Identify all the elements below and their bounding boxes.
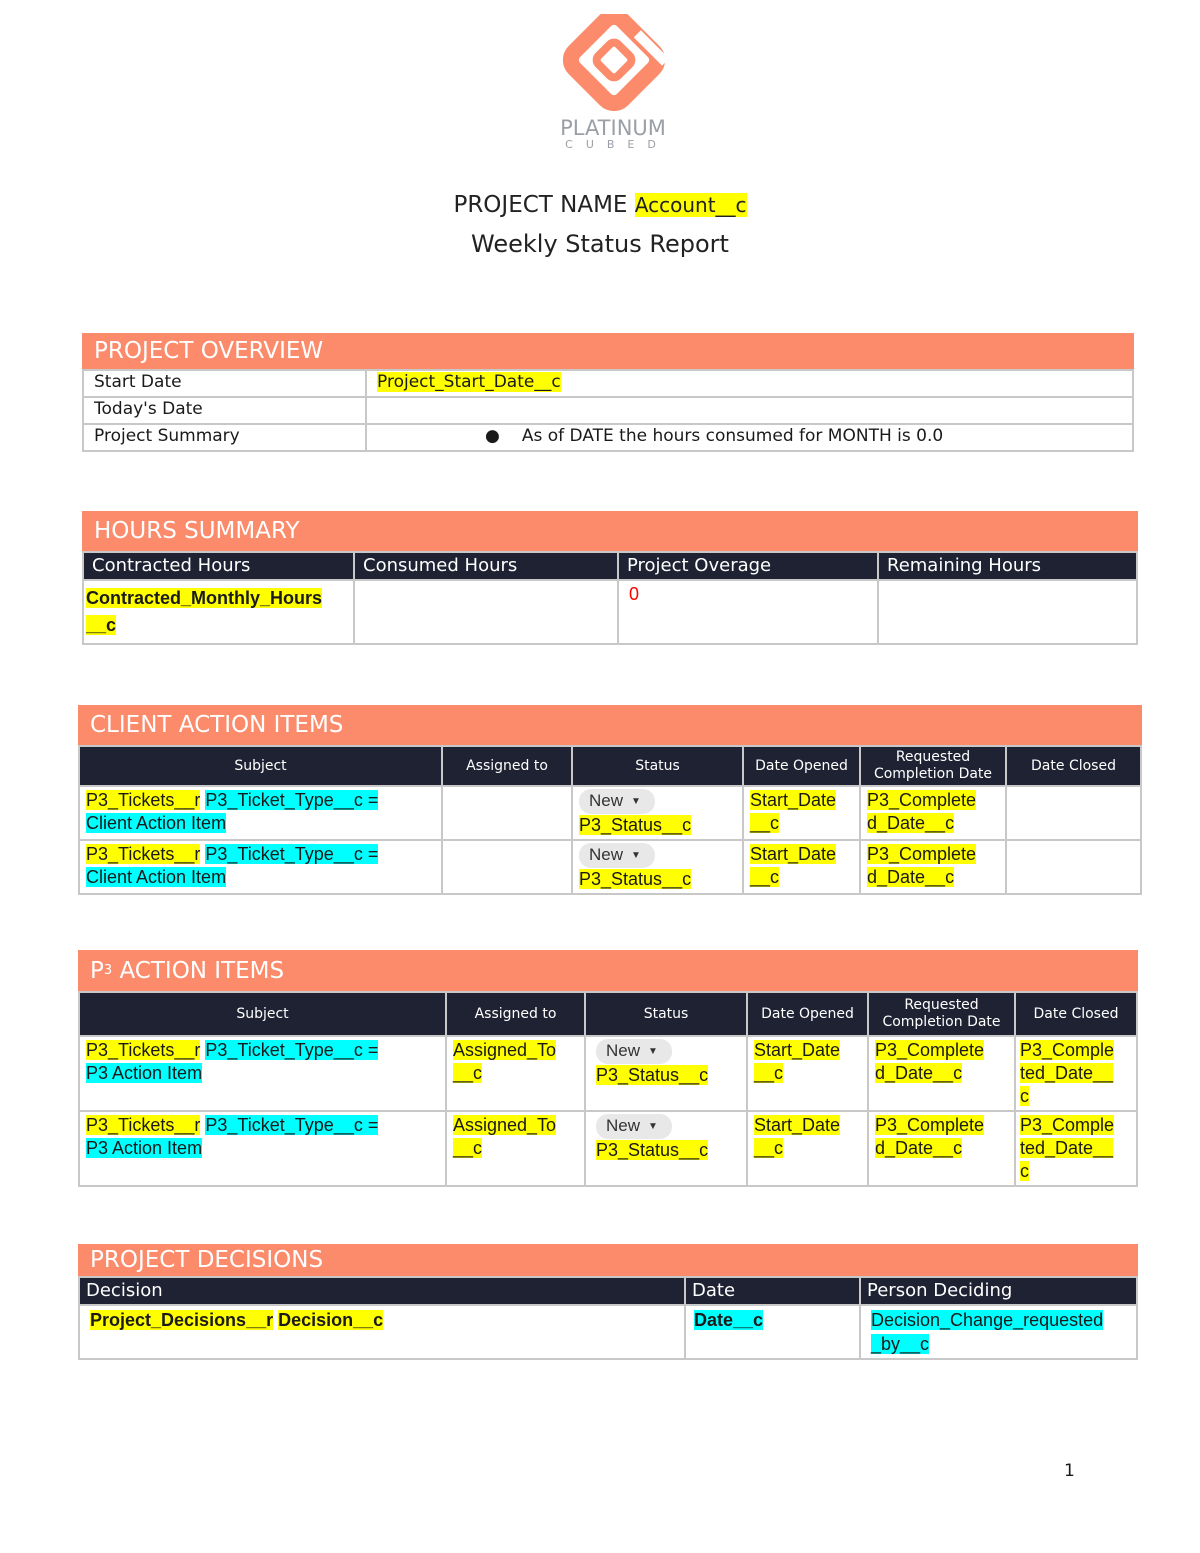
hours-summary-section [82, 511, 1138, 645]
page-title [0, 192, 1200, 218]
requested-date-cell [860, 786, 1006, 840]
date-opened-cell [747, 1111, 868, 1186]
subject-cell [79, 1111, 446, 1186]
col-assigned-to: Assigned to [442, 746, 572, 786]
title-prefix: PROJECT NAME [453, 192, 628, 218]
subject-type-filter: P3_Ticket_Type__c = [205, 790, 379, 810]
todays-date-value [366, 397, 1133, 424]
table-row [83, 580, 1137, 644]
col-date-closed: Date Closed [1006, 746, 1141, 786]
subject-type-filter: P3_Ticket_Type__c = [205, 1115, 379, 1135]
table-header-row [79, 992, 1137, 1036]
col-status: Status [572, 746, 743, 786]
status-field: P3_Status__c [596, 1140, 709, 1160]
contracted-hours-field: Contracted_Monthly_Hours [86, 588, 323, 608]
date-closed-cell [1006, 786, 1141, 840]
p3-action-items-section [78, 950, 1138, 1187]
assigned-to-cell [442, 840, 572, 894]
requested-date-field: P3_Complete [867, 790, 977, 810]
date-opened-field: Start_Date [750, 844, 837, 864]
col-decision: Decision [79, 1277, 685, 1305]
chevron-down-icon: ▼ [631, 850, 641, 861]
subject-relation: P3_Tickets__r [86, 1115, 201, 1135]
title-account-field: Account__c [634, 193, 747, 217]
p3-heading-rest: ACTION ITEMS [112, 957, 285, 984]
subject-cell [79, 840, 442, 894]
col-remaining-hours: Remaining Hours [878, 552, 1137, 580]
platinum-cubed-logo [550, 14, 680, 151]
requested-date-field: P3_Complete [875, 1040, 985, 1060]
assigned-to-cell [446, 1036, 585, 1111]
chevron-down-icon: ▼ [648, 1121, 658, 1132]
col-subject: Subject [79, 746, 442, 786]
date-opened-field-suffix: __c [750, 813, 780, 833]
table-header-row [83, 552, 1137, 580]
logo-brand-text: PLATINUM [560, 116, 666, 140]
status-field: P3_Status__c [579, 815, 692, 835]
date-opened-field: Start_Date [754, 1040, 841, 1060]
client-action-items-table [78, 745, 1142, 895]
table-row [79, 1111, 1137, 1186]
date-opened-field: Start_Date [754, 1115, 841, 1135]
col-status: Status [585, 992, 747, 1036]
project-overview-table [82, 369, 1134, 452]
requested-date-field: P3_Complete [867, 844, 977, 864]
client-action-items-heading: CLIENT ACTION ITEMS [78, 705, 1142, 745]
assigned-to-field: Assigned_To [453, 1040, 557, 1060]
subject-cell [79, 1036, 446, 1111]
subject-type-filter: P3_Ticket_Type__c = [205, 844, 379, 864]
client-action-items-section [78, 705, 1142, 895]
requested-date-field: P3_Complete [875, 1115, 985, 1135]
date-opened-field-suffix: __c [750, 867, 780, 887]
date-closed-cell [1006, 840, 1141, 894]
requested-date-field-suffix: d_Date__c [867, 813, 955, 833]
remaining-hours-value [878, 580, 1137, 644]
col-contracted-hours: Contracted Hours [83, 552, 354, 580]
project-summary-bullet: As of DATE the hours consumed for MONTH is 0.0 [521, 426, 944, 446]
status-cell [572, 840, 743, 894]
decision-date-cell [685, 1305, 860, 1359]
col-project-overage: Project Overage [618, 552, 878, 580]
table-header-row [79, 1277, 1137, 1305]
chevron-down-icon: ▼ [631, 796, 641, 807]
col-person-deciding: Person Deciding [860, 1277, 1137, 1305]
p3-action-items-table [78, 991, 1138, 1187]
table-row [79, 786, 1141, 840]
decision-relation: Project_Decisions__r [90, 1310, 274, 1330]
p3-action-items-heading [78, 950, 1138, 991]
logo-mark-icon [554, 14, 674, 114]
table-row [83, 424, 1133, 451]
person-deciding-cell [860, 1305, 1137, 1359]
chevron-down-icon: ▼ [648, 1046, 658, 1057]
page-subtitle: Weekly Status Report [471, 230, 729, 258]
assigned-to-cell [442, 786, 572, 840]
table-row [79, 1036, 1137, 1111]
project-overview-section [82, 333, 1134, 452]
date-closed-field-suffix: c [1020, 1161, 1029, 1181]
page-number: 1 [1064, 1461, 1075, 1481]
date-opened-field-suffix: __c [754, 1063, 784, 1083]
project-summary-label: Project Summary [83, 424, 366, 451]
contracted-hours-value [83, 580, 354, 644]
contracted-hours-field-suffix: __c [86, 615, 117, 635]
requested-date-cell [868, 1111, 1015, 1186]
date-closed-field: P3_Comple [1020, 1115, 1115, 1135]
table-row [83, 370, 1133, 397]
consumed-hours-value [354, 580, 618, 644]
col-requested-completion-date: Requested Completion Date [860, 746, 1006, 786]
subject-relation: P3_Tickets__r [86, 1040, 201, 1060]
status-field: P3_Status__c [596, 1065, 709, 1085]
status-dropdown[interactable] [596, 1114, 672, 1139]
p3-heading-p: P [90, 957, 104, 984]
status-dropdown[interactable] [579, 789, 655, 814]
hours-summary-table [82, 551, 1138, 645]
subject-type-value: P3 Action Item [86, 1063, 203, 1083]
date-opened-field: Start_Date [750, 790, 837, 810]
project-overage-value: 0 [618, 580, 878, 644]
todays-date-label: Today's Date [83, 397, 366, 424]
date-opened-field-suffix: __c [754, 1138, 784, 1158]
col-requested-completion-date: Requested Completion Date [868, 992, 1015, 1036]
decision-cell [79, 1305, 685, 1359]
requested-date-field-suffix: d_Date__c [875, 1063, 963, 1083]
status-cell [585, 1036, 747, 1111]
status-dropdown-value: New [606, 1116, 641, 1135]
subject-type-value: P3 Action Item [86, 1138, 203, 1158]
col-date-opened: Date Opened [747, 992, 868, 1036]
col-subject: Subject [79, 992, 446, 1036]
date-opened-cell [743, 786, 860, 840]
start-date-value [366, 370, 1133, 397]
date-closed-field-suffix: c [1020, 1086, 1029, 1106]
decision-field: Decision__c [278, 1310, 384, 1330]
table-row [79, 1305, 1137, 1359]
status-dropdown-value: New [589, 845, 624, 864]
status-dropdown[interactable] [596, 1039, 672, 1064]
requested-date-field-suffix: d_Date__c [867, 867, 955, 887]
subject-relation: P3_Tickets__r [86, 790, 201, 810]
assigned-to-cell [446, 1111, 585, 1186]
subject-relation: P3_Tickets__r [86, 844, 201, 864]
date-closed-cell [1015, 1111, 1137, 1186]
requested-date-cell [868, 1036, 1015, 1111]
logo-sub-text: CUBED [565, 138, 669, 151]
date-opened-cell [743, 840, 860, 894]
project-decisions-heading: PROJECT DECISIONS [78, 1244, 1138, 1276]
status-cell [572, 786, 743, 840]
subject-type-value: Client Action Item [86, 813, 227, 833]
decision-date-field: Date__c [694, 1310, 764, 1330]
project-overview-heading: PROJECT OVERVIEW [82, 333, 1134, 369]
assigned-to-field-suffix: __c [453, 1063, 483, 1083]
col-date: Date [685, 1277, 860, 1305]
hours-summary-heading: HOURS SUMMARY [82, 511, 1138, 551]
subject-type-value: Client Action Item [86, 867, 227, 887]
bullet-icon: ● [485, 426, 500, 446]
status-dropdown-value: New [589, 791, 624, 810]
start-date-field: Project_Start_Date__c [377, 372, 561, 392]
project-decisions-section [78, 1244, 1138, 1360]
status-cell [585, 1111, 747, 1186]
col-date-opened: Date Opened [743, 746, 860, 786]
status-field: P3_Status__c [579, 869, 692, 889]
date-opened-cell [747, 1036, 868, 1111]
col-date-closed: Date Closed [1015, 992, 1137, 1036]
subject-type-filter: P3_Ticket_Type__c = [205, 1040, 379, 1060]
p3-heading-sup: 3 [103, 963, 113, 978]
project-summary-value [366, 424, 1133, 451]
person-deciding-field-suffix: _by__c [871, 1334, 930, 1354]
person-deciding-field: Decision_Change_requested [871, 1310, 1104, 1330]
table-header-row [79, 746, 1141, 786]
date-closed-field: P3_Comple [1020, 1040, 1115, 1060]
project-decisions-table [78, 1276, 1138, 1360]
date-closed-field-mid: ted_Date__ [1020, 1138, 1114, 1158]
date-closed-cell [1015, 1036, 1137, 1111]
date-closed-field-mid: ted_Date__ [1020, 1063, 1114, 1083]
col-consumed-hours: Consumed Hours [354, 552, 618, 580]
status-dropdown-value: New [606, 1041, 641, 1060]
requested-date-cell [860, 840, 1006, 894]
subject-cell [79, 786, 442, 840]
assigned-to-field: Assigned_To [453, 1115, 557, 1135]
assigned-to-field-suffix: __c [453, 1138, 483, 1158]
status-dropdown[interactable] [579, 843, 655, 868]
table-row [79, 840, 1141, 894]
table-row [83, 397, 1133, 424]
col-assigned-to: Assigned to [446, 992, 585, 1036]
requested-date-field-suffix: d_Date__c [875, 1138, 963, 1158]
start-date-label: Start Date [83, 370, 366, 397]
